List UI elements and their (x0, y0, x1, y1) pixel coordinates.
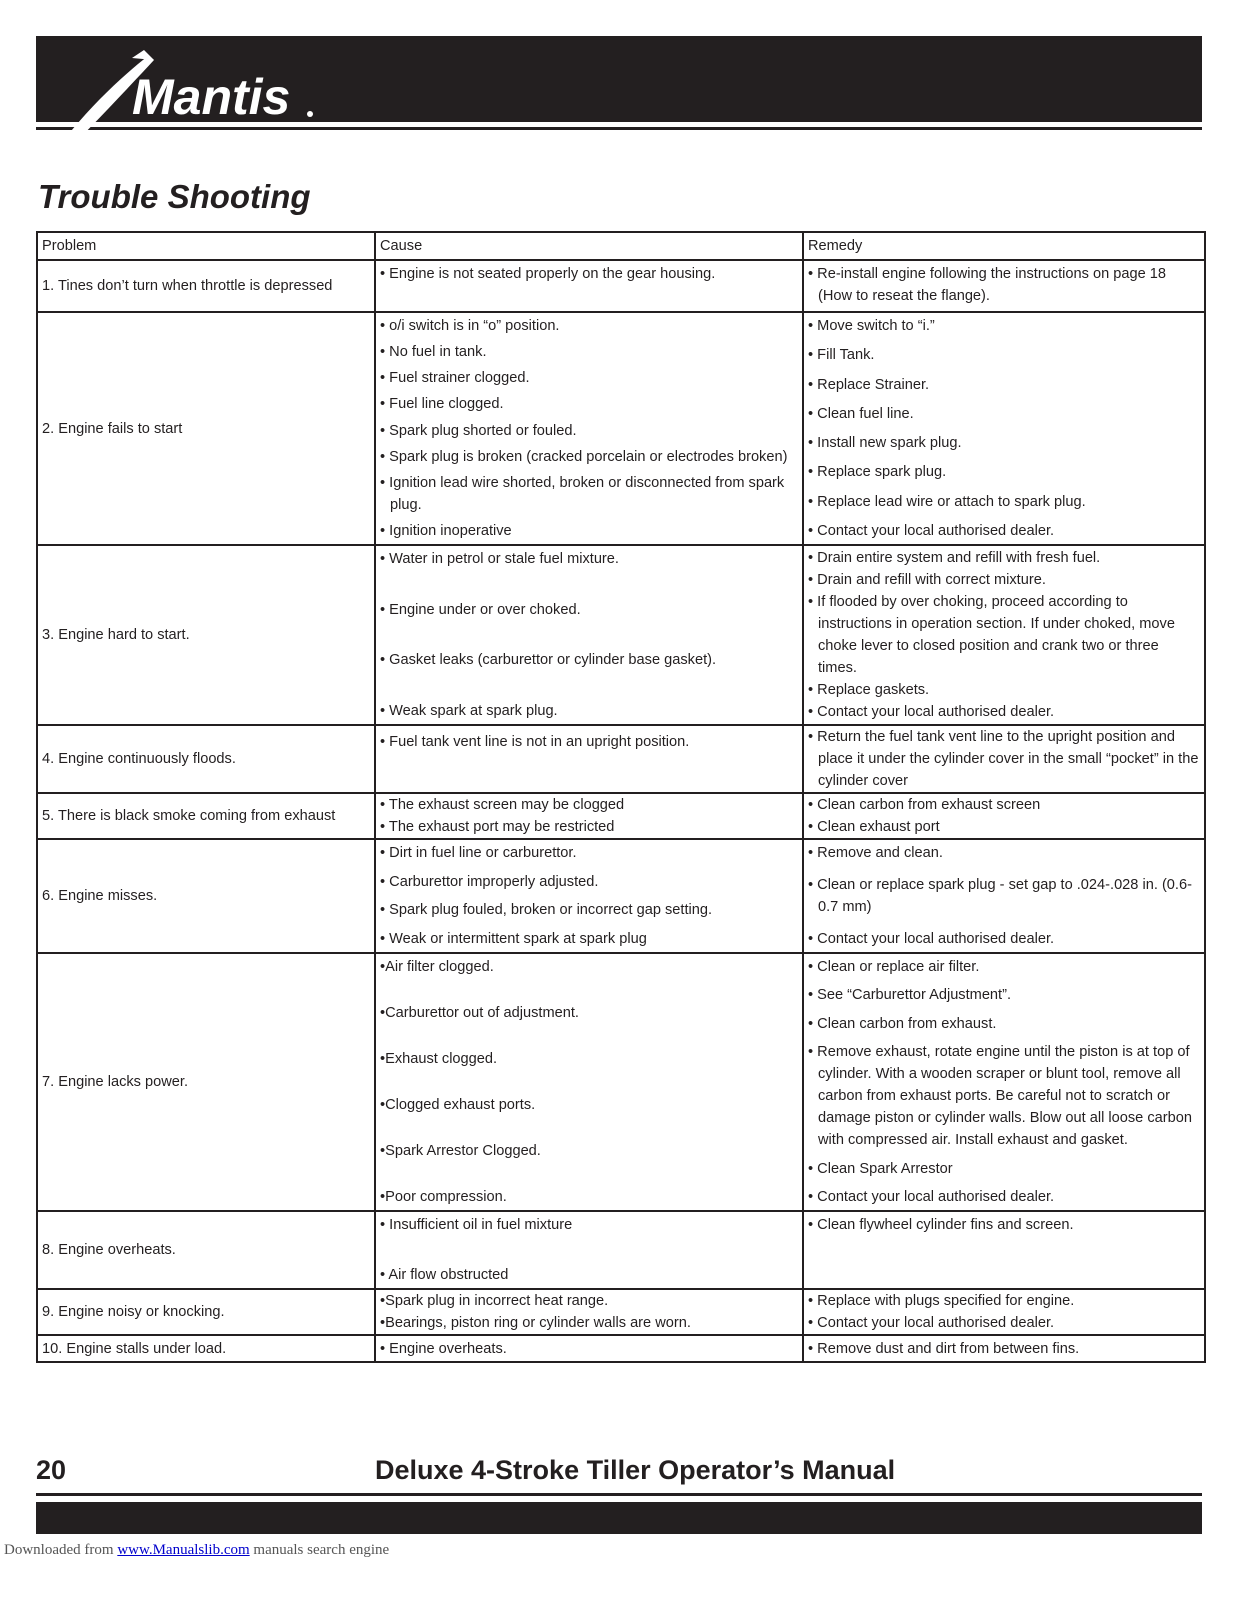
cause-item: • o/i switch is in “o” position. (380, 318, 560, 334)
remedy-list (808, 1338, 1200, 1360)
remedy-cell (803, 1289, 1205, 1335)
table-row (37, 1289, 1205, 1335)
table-row (37, 545, 1205, 725)
problem-cell (37, 793, 375, 839)
cause-cell (375, 1335, 803, 1362)
remedy-cell (803, 793, 1205, 839)
remedy-list (808, 315, 1200, 542)
remedy-item: • Fill Tank. (808, 347, 875, 364)
remedy-cell (803, 1335, 1205, 1362)
remedy-cell (803, 1211, 1205, 1289)
problem-cell (37, 260, 375, 312)
remedy-list (808, 1214, 1200, 1286)
download-prefix: Downloaded from (4, 1542, 114, 1558)
problem-text: 1. Tines don’t turn when throttle is depressed (42, 278, 333, 294)
cause-item: • Spark plug shorted or fouled. (380, 422, 577, 439)
problem-text: 9. Engine noisy or knocking. (42, 1304, 225, 1320)
remedy-item: • Install new spark plug. (808, 435, 962, 452)
remedy-item: • Drain and refill with correct mixture. (808, 572, 1046, 588)
table-row (37, 312, 1205, 545)
cause-item: • The exhaust port may be restricted (380, 819, 615, 835)
remedy-item: • Clean fuel line. (808, 405, 914, 422)
cause-list (380, 1338, 798, 1360)
cause-item: • Air flow obstructed (380, 1267, 509, 1283)
cause-item: •Air filter clogged. (380, 959, 494, 975)
cause-item: • Fuel tank vent line is not in an upright position. (380, 733, 690, 750)
cause-cell (375, 260, 803, 312)
cause-item: • Engine under or over choked. (380, 601, 581, 618)
cause-item: • Engine overheats. (380, 1340, 507, 1357)
remedy-cell (803, 260, 1205, 312)
remedy-item: • Contact your local authorised dealer. (808, 522, 1055, 539)
remedy-item: • See “Carburettor Adjustment”. (808, 987, 1012, 1004)
problem-text: 5. There is black smoke coming from exhaust (42, 808, 336, 824)
cause-item: • Ignition lead wire shorted, broken or disconnected from spark plug. (380, 474, 785, 513)
problem-text: 3. Engine hard to start. (42, 627, 190, 643)
cause-cell (375, 1211, 803, 1289)
cause-item: • Dirt in fuel line or carburettor. (380, 845, 577, 861)
page-title: Trouble Shooting (38, 178, 311, 215)
cause-cell (375, 839, 803, 953)
problem-text: 8. Engine overheats. (42, 1242, 176, 1258)
remedy-list (808, 842, 1200, 950)
problem-cell (37, 1211, 375, 1289)
problem-text: 7. Engine lacks power. (42, 1074, 189, 1090)
remedy-item: • Replace lead wire or attach to spark plug. (808, 493, 1086, 510)
cause-item: • Gasket leaks (carburettor or cylinder base gasket). (380, 652, 717, 669)
cause-cell (375, 545, 803, 725)
remedy-item: • Clean carbon from exhaust screen (808, 797, 1041, 813)
remedy-item: • Remove exhaust, rotate engine until the piston is at top of cylinder. With a wooden scraper or blunt tool, remove all carbon from exhaust ports. Be careful not to scratch or damage piston or cylinder walls. Blow out all loose carbon with compressed air. Install exhaust and gasket. (808, 1044, 1192, 1149)
cause-item: •Carburettor out of adjustment. (380, 1005, 579, 1021)
problem-cell (37, 1289, 375, 1335)
remedy-item: • Clean carbon from exhaust. (808, 1015, 997, 1032)
column-header-cause: Cause (375, 232, 803, 260)
column-header-remedy: Remedy (803, 232, 1205, 260)
remedy-item: • Drain entire system and refill with fresh fuel. (808, 550, 1101, 566)
problem-text: 2. Engine fails to start (42, 420, 183, 437)
remedy-item: • Clean flywheel cylinder fins and screen. (808, 1217, 1074, 1233)
problem-text: 4. Engine continuously floods. (42, 751, 236, 767)
remedy-item: • Contact your local authorised dealer. (808, 704, 1055, 720)
footer-rule (36, 1493, 1202, 1496)
cause-item: •Spark Arrestor Clogged. (380, 1143, 541, 1159)
problem-cell (37, 839, 375, 953)
cause-list (380, 794, 798, 838)
cause-list (380, 842, 798, 950)
remedy-item: • Replace spark plug. (808, 464, 947, 481)
remedy-item: • Remove and clean. (808, 845, 943, 861)
cause-item: • Fuel line clogged. (380, 396, 504, 413)
cause-list (380, 263, 798, 309)
cause-item: • Spark plug is broken (cracked porcelain or electrodes broken) (380, 448, 788, 465)
remedy-cell (803, 953, 1205, 1211)
cause-cell (375, 793, 803, 839)
table-body (37, 260, 1205, 1362)
remedy-item: • Move switch to “i.” (808, 318, 935, 334)
cause-item: • Engine is not seated properly on the gear housing. (380, 266, 716, 282)
download-note (4, 1542, 389, 1559)
remedy-cell (803, 725, 1205, 793)
download-suffix: manuals search engine (249, 1542, 390, 1558)
cause-list (380, 315, 798, 542)
footer-bar (36, 1502, 1202, 1534)
remedy-list (808, 547, 1200, 723)
cause-list (380, 1290, 798, 1334)
remedy-list (808, 956, 1200, 1208)
page-number: 20 (36, 1455, 67, 1485)
cause-cell (375, 1289, 803, 1335)
remedy-item: • If flooded by over choking, proceed according to instructions in operation section. If under choked, move choke lever to closed position and crank two or three times. (808, 594, 1175, 676)
cause-item: • Carburettor improperly adjusted. (380, 873, 599, 890)
remedy-item: • Replace with plugs specified for engine. (808, 1293, 1075, 1309)
remedy-list (808, 726, 1200, 792)
table-row (37, 1211, 1205, 1289)
cause-item: •Spark plug in incorrect heat range. (380, 1293, 609, 1309)
remedy-cell (803, 545, 1205, 725)
mantis-logo (36, 36, 356, 156)
cause-cell (375, 725, 803, 793)
column-header-problem: Problem (37, 232, 375, 260)
problem-cell (37, 953, 375, 1211)
brand-text: Mantis (132, 69, 291, 125)
cause-item: • Spark plug fouled, broken or incorrect gap setting. (380, 902, 713, 919)
table-header-row (37, 232, 1205, 260)
cause-item: • Weak spark at spark plug. (380, 702, 558, 719)
remedy-cell (803, 839, 1205, 953)
manual-title: Deluxe 4-Stroke Tiller Operator’s Manual (375, 1455, 896, 1485)
cause-item: •Poor compression. (380, 1189, 507, 1205)
cause-cell (375, 953, 803, 1211)
remedy-item: • Clean Spark Arrestor (808, 1160, 953, 1177)
remedy-list (808, 263, 1200, 309)
remedy-item: • Re-install engine following the instructions on page 18 (How to reseat the flange). (808, 266, 1167, 304)
problem-text: 6. Engine misses. (42, 888, 158, 904)
cause-list (380, 956, 798, 1208)
remedy-item: • Clean exhaust port (808, 819, 940, 835)
table-row (37, 839, 1205, 953)
cause-item: • Water in petrol or stale fuel mixture. (380, 551, 619, 567)
table-row (37, 260, 1205, 312)
remedy-item: • Remove dust and dirt from between fins. (808, 1340, 1080, 1357)
cause-item: • Weak or intermittent spark at spark plug (380, 930, 647, 947)
table-row (37, 953, 1205, 1211)
troubleshooting-table (36, 231, 1206, 1363)
cause-cell (375, 312, 803, 545)
remedy-list (808, 1290, 1200, 1334)
problem-cell (37, 725, 375, 793)
cause-item: •Bearings, piston ring or cylinder walls are worn. (380, 1315, 691, 1331)
cause-item: • Ignition inoperative (380, 522, 512, 539)
manualslib-link[interactable]: www.Manualslib.com (117, 1542, 250, 1558)
table-row (37, 725, 1205, 793)
remedy-item: • Replace Strainer. (808, 376, 930, 393)
table-row (37, 793, 1205, 839)
remedy-item: • Contact your local authorised dealer. (808, 1188, 1055, 1205)
remedy-item: • Clean or replace spark plug - set gap to .024-.028 in. (0.6-0.7 mm) (808, 877, 1192, 915)
remedy-cell (803, 312, 1205, 545)
cause-item: •Exhaust clogged. (380, 1051, 498, 1067)
cause-item: • No fuel in tank. (380, 344, 487, 361)
cause-item: • The exhaust screen may be clogged (380, 797, 625, 813)
cause-item: • Insufficient oil in fuel mixture (380, 1217, 573, 1233)
remedy-item: • Contact your local authorised dealer. (808, 931, 1055, 947)
cause-list (380, 731, 798, 788)
cause-list (380, 548, 798, 722)
cause-list (380, 1214, 798, 1286)
problem-cell (37, 312, 375, 545)
problem-cell (37, 545, 375, 725)
table-row (37, 1335, 1205, 1362)
remedy-item: • Replace gaskets. (808, 682, 930, 698)
remedy-list (808, 794, 1200, 838)
problem-text: 10. Engine stalls under load. (42, 1340, 227, 1357)
remedy-item: • Return the fuel tank vent line to the upright position and place it under the cylinder cover in the small “pocket” in the cylinder cover (808, 729, 1199, 789)
cause-item: • Fuel strainer clogged. (380, 370, 530, 387)
remedy-item: • Clean or replace air filter. (808, 959, 980, 975)
remedy-item: • Contact your local authorised dealer. (808, 1315, 1055, 1331)
problem-cell (37, 1335, 375, 1362)
cause-item: •Clogged exhaust ports. (380, 1097, 536, 1113)
